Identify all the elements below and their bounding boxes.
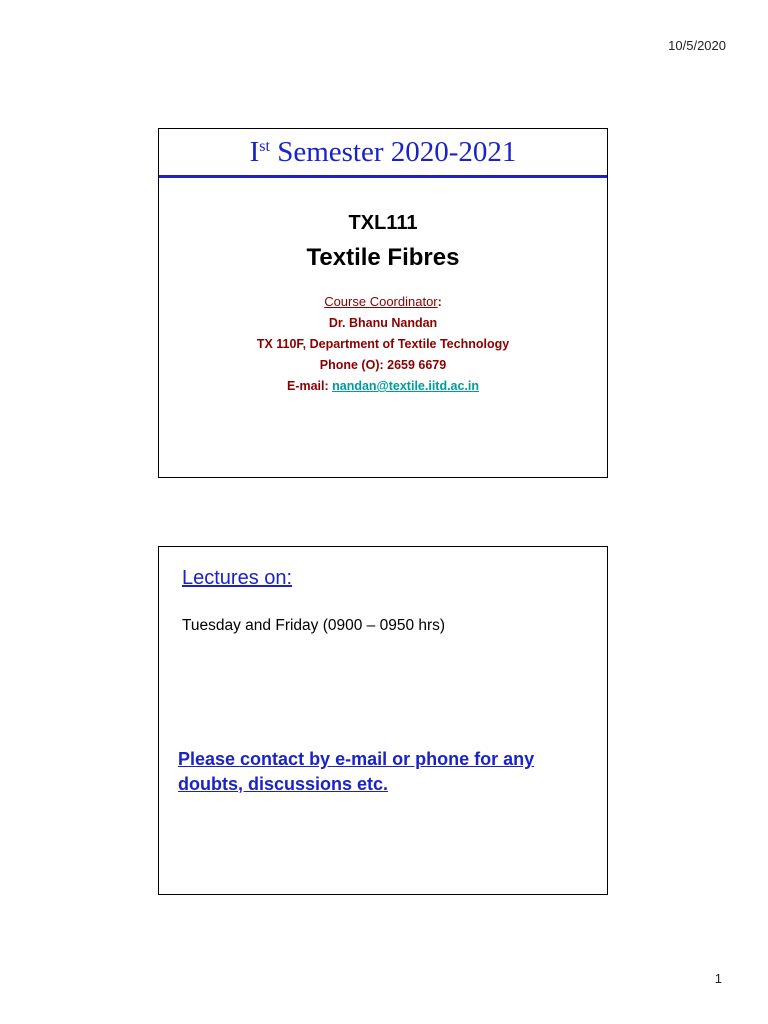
slide-title xyxy=(250,136,517,168)
email-label: E-mail: xyxy=(286,379,333,393)
phone-number: Phone (O): 2659 6679 xyxy=(319,358,447,372)
title-superscript: st xyxy=(259,138,270,155)
title-rest: Semester 2020-2021 xyxy=(269,136,517,168)
contact-note: Please contact by e-mail or phone for any doubts, discussions etc. xyxy=(178,749,535,794)
title-prefix: I xyxy=(249,136,260,168)
lectures-slide xyxy=(158,546,608,895)
coordinator-label: Course Coordinator xyxy=(324,294,438,309)
page-number: 1 xyxy=(714,971,722,986)
title-slide xyxy=(158,128,608,478)
coordinator-colon: : xyxy=(437,295,442,309)
course-code: TXL111 xyxy=(348,212,418,234)
office-address: TX 110F, Department of Textile Technology xyxy=(256,337,510,351)
email-link[interactable]: nandan@textile.iitd.ac.in xyxy=(332,379,480,393)
coordinator-name: Dr. Bhanu Nandan xyxy=(328,316,438,330)
course-name: Textile Fibres xyxy=(306,244,460,271)
lecture-schedule: Tuesday and Friday (0900 – 0950 hrs) xyxy=(182,617,446,634)
title-bar xyxy=(159,129,607,178)
email-line xyxy=(159,376,607,397)
print-date: 10/5/2020 xyxy=(668,38,726,53)
lectures-heading: Lectures on: xyxy=(182,567,293,589)
coordinator-heading xyxy=(159,291,607,313)
